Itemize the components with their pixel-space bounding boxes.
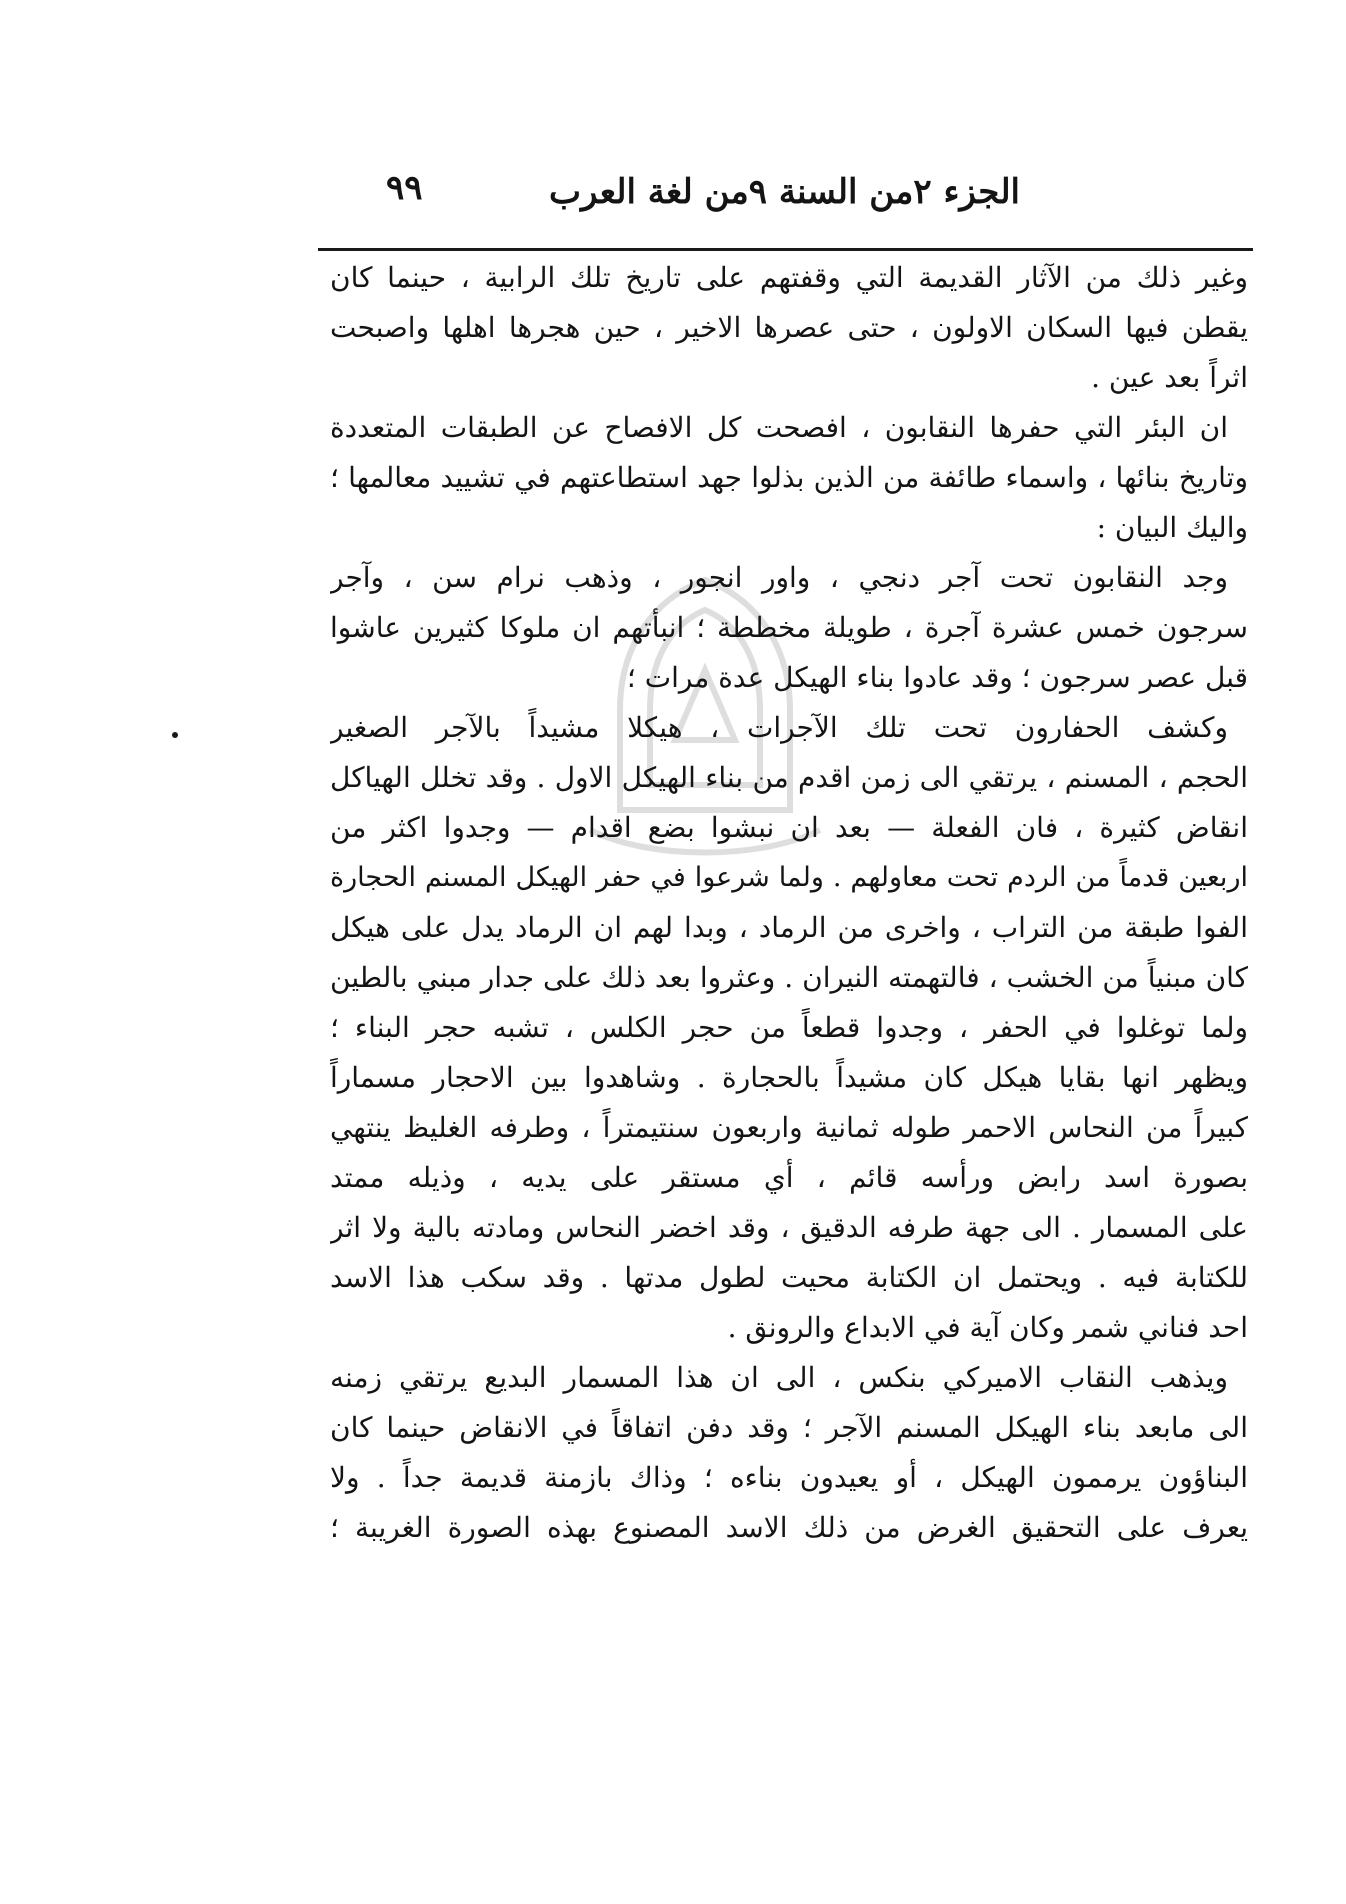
- text-line: الى مابعد بناء الهيكل المسنم الآجر ؛ وقد دفن اتفاقاً في الانقاض حينما كان: [330, 1411, 1248, 1444]
- text-line: يعرف على التحقيق الغرض من ذلك الاسد المصنوع بهذه الصورة الغريبة ؛: [330, 1511, 1248, 1544]
- text-line: وتاريخ بنائها ، واسماء طائفة من الذين بذلوا جهد استطاعتهم في تشييد معالمها ؛: [330, 461, 1248, 494]
- header-title: الجزء ٢من السنة ٩من لغة العرب: [548, 172, 1020, 212]
- text-line: اثراً بعد عين .: [1091, 361, 1248, 394]
- text-line: بصورة اسد رابض ورأسه قائم ، أي مستقر على يديه ، وذيله ممتد: [330, 1161, 1248, 1194]
- text-line: قبل عصر سرجون ؛ وقد عادوا بناء الهيكل عدة مرات ؛: [626, 661, 1248, 694]
- text-line: على المسمار . الى جهة طرفه الدقيق ، وقد اخضر النحاس ومادته بالية ولا اثر: [330, 1211, 1248, 1244]
- text-line: البناؤون يرممون الهيكل ، أو يعيدون بناءه ؛ وذاك بازمنة قديمة جداً . ولا: [330, 1461, 1248, 1494]
- text-line: اربعين قدماً من الردم تحت معاولهم . ولما شرعوا في حفر الهيكل المسنم الحجارة: [330, 862, 1248, 893]
- running-header: [380, 168, 1020, 228]
- text-line: الفوا طبقة من التراب ، واخرى من الرماد ، وبدا لهم ان الرماد يدل على هيكل: [330, 911, 1248, 944]
- article-body: [330, 253, 1248, 1553]
- text-line: وغير ذلك من الآثار القديمة التي وقفتهم على تاريخ تلك الرابية ، حينما كان: [330, 261, 1248, 294]
- text-line: للكتابة فيه . ويحتمل ان الكتابة محيت لطول مدتها . وقد سكب هذا الاسد: [330, 1261, 1248, 1294]
- text-line: احد فناني شمر وكان آية في الابداع والرونق .: [727, 1311, 1248, 1344]
- text-line: وجد النقابون تحت آجر دنجي ، واور انجور ، وذهب نرام سن ، وآجر: [330, 561, 1229, 594]
- text-line: سرجون خمس عشرة آجرة ، طويلة مخططة ؛ انبأتهم ان ملوكا كثيرين عاشوا: [330, 611, 1248, 644]
- margin-dot: [172, 732, 178, 738]
- text-line: انقاض كثيرة ، فان الفعلة — بعد ان نبشوا بضع اقدام — وجدوا اكثر من: [330, 811, 1248, 844]
- text-line: يقطن فيها السكان الاولون ، حتى عصرها الاخير ، حين هجرها اهلها واصبحت: [330, 311, 1248, 344]
- text-line: ويظهر انها بقايا هيكل كان مشيداً بالحجارة . وشاهدوا بين الاحجار مسماراً: [330, 1061, 1248, 1094]
- text-line: وكشف الحفارون تحت تلك الآجرات ، هيكلا مشيداً بالآجر الصغير: [330, 711, 1228, 744]
- text-line: واليك البيان :: [1096, 511, 1248, 544]
- text-line: الحجم ، المسنم ، يرتقي الى زمن اقدم من بناء الهيكل الاول . وقد تخلل الهياكل: [330, 761, 1248, 794]
- header-rule: [318, 248, 1253, 251]
- text-line: كبيراً من النحاس الاحمر طوله ثمانية واربعون سنتيمتراً ، وطرفه الغليظ ينتهي: [330, 1111, 1248, 1144]
- text-line: ويذهب النقاب الاميركي بنكس ، الى ان هذا المسمار البديع يرتقي زمنه: [330, 1361, 1228, 1394]
- text-line: كان مبنياً من الخشب ، فالتهمته النيران . وعثروا بعد ذلك على جدار مبني بالطين: [330, 961, 1248, 994]
- page-number: ٩٩: [386, 168, 423, 208]
- text-line: ان البئر التي حفرها النقابون ، افصحت كل الافصاح عن الطبقات المتعددة: [330, 411, 1228, 444]
- text-line: ولما توغلوا في الحفر ، وجدوا قطعاً من حجر الكلس ، تشبه حجر البناء ؛: [330, 1011, 1248, 1044]
